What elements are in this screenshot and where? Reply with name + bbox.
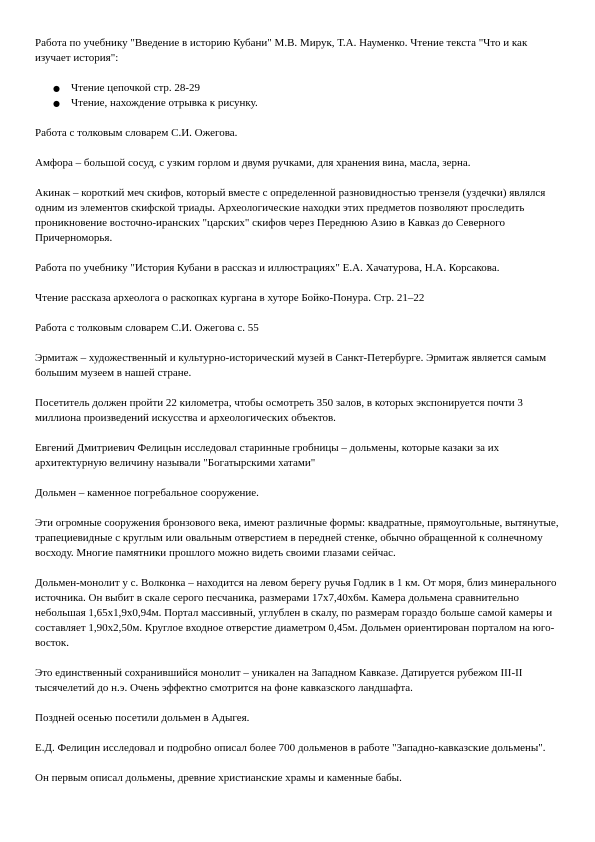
paragraph-research: Е.Д. Фелицин исследовал и подробно описал более 700 дольменов в работе "Западно-кавказские дольмены". (35, 742, 546, 754)
paragraph-visitor: Посетитель должен пройти 22 километра, чтобы осмотреть 350 залов, в которых экспонируется почти 3 миллиона произведений искусства и археологических объектов. (35, 397, 523, 424)
paragraph-first-described: Он первым описал дольмены, древние христианские храмы и каменные бабы. (35, 772, 402, 784)
paragraph-adygea: Поздней осенью посетили дольмен в Адыгея. (35, 712, 250, 724)
paragraph-felitsyn: Евгений Дмитриевич Фелицын исследовал старинные гробницы – дольмены, которые казаки за их архитектурную величину называли "Богатырскими хатами" (35, 442, 500, 469)
reading-tasks-list (35, 81, 563, 111)
list-item-text: Чтение цепочкой стр. 28-29 (71, 82, 201, 94)
paragraph-unique: Это единственный сохранившийся монолит – уникален на Западном Кавказе. Датируется рубежом III-II тысячелетий до н.э. Очень эффектно смотрится на фоне кавказского ландшафта. (35, 667, 523, 694)
paragraph-intro: Работа по учебнику "Введение в историю Кубани" М.В. Мирук, Т.А. Науменко. Чтение текста "Что и как изучает история": (35, 37, 528, 64)
document-page (35, 36, 563, 801)
paragraph-hermitage: Эрмитаж – художественный и культурно-исторический музей в Санкт-Петербурге. Эрмитаж является самым большим музеем в нашей стране. (35, 352, 547, 379)
list-item (53, 96, 563, 111)
paragraph-monolith: Дольмен-монолит у с. Волконка – находится на левом берегу ручья Годлик в 1 км. От моря, близ минерального источника. Он выбит в скале серого песчаника, размерами 17х7,40х6м. Камера дольмена сравнительно небольшая 1,65х1,9х0,94м. Портал массивный, углублен в скалу, по размерам гораздо больше самой камеры и составляет 1,90х2,50м. Круглое входное отверстие диаметром 0,45м. Дольмен ориентирован порталом на юго-восток. (35, 577, 557, 649)
list-item-text: Чтение, нахождение отрывка к рисунку. (71, 97, 258, 109)
bullet-icon: ● (53, 84, 60, 93)
paragraph-ozhegov-1: Работа с толковым словарем С.И. Ожегова. (35, 127, 238, 139)
list-item (53, 81, 563, 96)
paragraph-amphora: Амфора – большой сосуд, с узким горлом и двумя ручками, для хранения вина, масла, зерна. (35, 157, 471, 169)
paragraph-textbook: Работа по учебнику "История Кубани в рассказ и иллюстрациях" Е.А. Хачатурова, Н.А. Корсакова. (35, 262, 500, 274)
paragraph-akinak: Акинак – короткий меч скифов, который вместе с определенной разновидностью трензеля (уздечки) являлся одним из элементов скифской триады. Археологические находки этих предметов позволяют проследить проникновение восточно-иранских "царских" скифов через Переднюю Азию в Кавказ до Северного Причерноморья. (35, 187, 546, 244)
paragraph-reading: Чтение рассказа археолога о раскопках кургана в хуторе Бойко-Понура. Стр. 21–22 (35, 292, 425, 304)
bullet-icon: ● (53, 99, 60, 108)
paragraph-dolmen-forms: Эти огромные сооружения бронзового века, имеют различные формы: квадратные, прямоугольные, вытянутые, трапециевидные с круглым или овальным отверстием в передней стенке, обычно обращенной к солнечному восходу. Многие памятники прошлого можно видеть своими глазами сейчас. (35, 517, 559, 559)
paragraph-dolmen-def: Дольмен – каменное погребальное сооружение. (35, 487, 259, 499)
paragraph-ozhegov-2: Работа с толковым словарем С.И. Ожегова с. 55 (35, 322, 259, 334)
